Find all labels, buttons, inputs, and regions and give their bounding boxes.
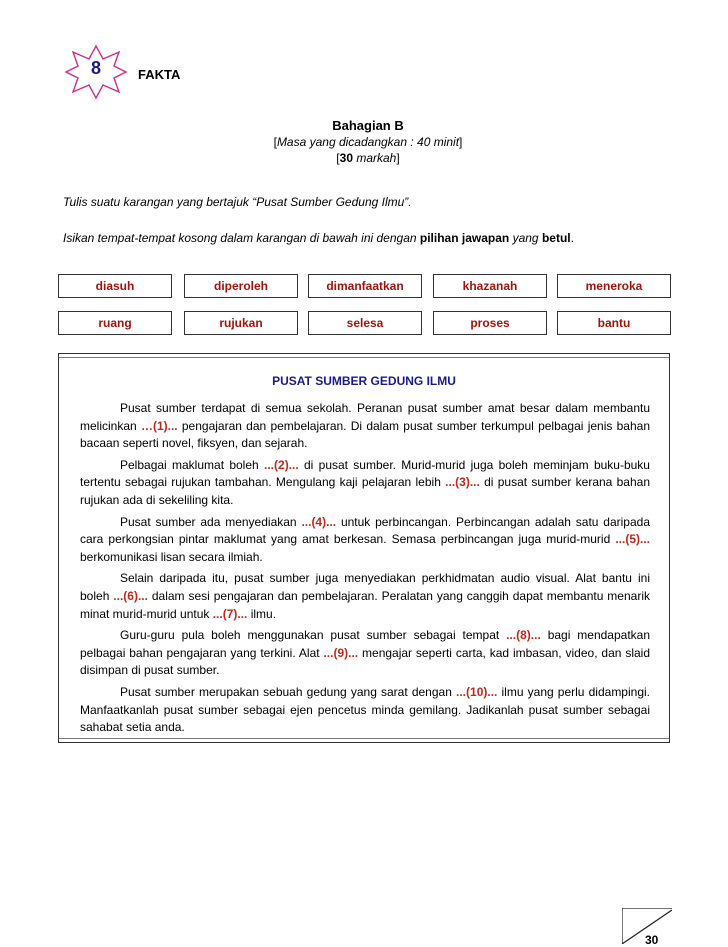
- blank-1: …(1)...: [140, 418, 178, 433]
- instruction-title: Tulis suatu karangan yang bertajuk “Pusat Sumber Gedung Ilmu”.: [63, 195, 412, 209]
- word-option: ruang: [58, 311, 172, 335]
- essay-body: [80, 400, 650, 741]
- word-option: meneroka: [557, 274, 671, 298]
- word-option: proses: [433, 311, 547, 335]
- word-option: diasuh: [58, 274, 172, 298]
- page-number: 30: [645, 933, 659, 947]
- essay-paragraph-4: Selain daripada itu, pusat sumber juga menyediakan perkhidmatan audio visual. Alat bantu ini boleh ...(6)... dalam sesi pengajaran dan pembelajaran. Peralatan yang canggih dapat membantu menarik minat murid-murid untuk ...(7)... ilmu.: [80, 571, 650, 621]
- section-label: FAKTA: [138, 67, 181, 82]
- blank-2: ...(2)...: [264, 457, 299, 472]
- word-option: dimanfaatkan: [308, 274, 422, 298]
- blank-6: ...(6)...: [113, 588, 148, 603]
- essay-title: PUSAT SUMBER GEDUNG ILMU: [272, 374, 456, 388]
- blank-4: ...(4)...: [301, 514, 337, 529]
- blank-3: ...(3)...: [445, 475, 480, 490]
- marks-allocation: [30 markah]: [336, 151, 400, 165]
- marks-unit: markah: [356, 151, 397, 165]
- topic-number: 8: [90, 58, 101, 78]
- essay-paragraph-5: Guru-guru pula boleh menggunakan pusat sumber sebagai tempat ...(8)... bagi mendapatkan pelbagai bahan pengajaran yang terkini. Alat ...(9)... mengajar seperti carta, kad imbasan, video, dan slaid disimpan di pusat sumber.: [80, 628, 651, 678]
- blank-10: ...(10)...: [456, 684, 498, 699]
- essay-paragraph-2: Pelbagai maklumat boleh ...(2)... di pusat sumber. Murid-murid juga boleh meminjam buku-buku tertentu sebagai rujukan tambahan. Mengulang kaji pelajaran lebih ...(3)... di pusat sumber kerana bahan rujukan ada di sekeliling kita.: [80, 457, 650, 507]
- blank-7: ...(7)...: [212, 606, 248, 621]
- part-title: Bahagian B: [332, 118, 404, 133]
- essay-paragraph-6: Pusat sumber merupakan sebuah gedung yang sarat dengan ...(10)... ilmu yang perlu didampingi. Manfaatkanlah pusat sumber sebagai ejen pencetus minda gemilang. Jadikanlah pusat sumber sebagai sahabat setia anda.: [80, 684, 650, 735]
- time-text: Masa yang dicadangkan : 40 minit: [276, 135, 460, 149]
- essay-paragraph-3: Pusat sumber ada menyediakan ...(4)... untuk perbincangan. Perbincangan adalah satu daripada cara perkongsian pintar maklumat yang amat berkesan. Semasa perbincangan juga murid-murid ...(5)... berkomunikasi lisan secara ilmiah.: [80, 514, 650, 564]
- word-option: khazanah: [433, 274, 547, 298]
- word-option: diperoleh: [184, 274, 298, 298]
- blank-5: ...(5)...: [615, 532, 650, 547]
- instruction-fill: Isikan tempat-tempat kosong dalam karangan di bawah ini dengan pilihan jawapan yang betul.: [63, 231, 574, 245]
- time-allocation: [Masa yang dicadangkan : 40 minit]: [273, 135, 463, 149]
- essay-paragraph-1: Pusat sumber terdapat di semua sekolah. Peranan pusat sumber amat besar dalam membantu melicinkan …(1)... pengajaran dan pembelajaran. Di dalam pusat sumber terkumpul pelbagai jenis bahan bacaan seperti novel, fiksyen, dan sejarah.: [80, 401, 651, 451]
- word-option: selesa: [308, 311, 422, 335]
- word-option: bantu: [557, 311, 671, 335]
- marks-value: 30: [339, 151, 353, 165]
- blank-8: ...(8)...: [506, 628, 541, 643]
- blank-9: ...(9)...: [323, 645, 359, 660]
- word-option: rujukan: [184, 311, 298, 335]
